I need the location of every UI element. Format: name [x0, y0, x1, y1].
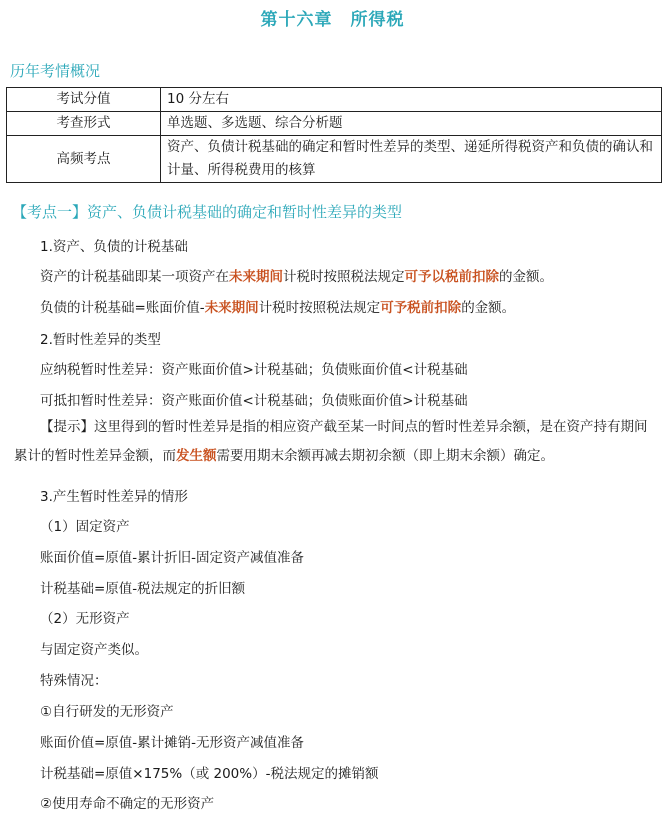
- highlight-text: 未来期间: [204, 300, 259, 316]
- section-heading: 历年考情概况: [10, 62, 101, 80]
- self-developed-intangible: ①自行研发的无形资产: [40, 704, 174, 720]
- highlight-text: 可予以税前扣除: [404, 269, 499, 285]
- text-segment: 资产的计税基础即某一项资产在: [40, 269, 229, 285]
- table-row: [7, 88, 662, 112]
- liability-tax-base-definition: [40, 296, 665, 316]
- taxable-difference-text: 应纳税暂时性差异：资产账面价值>计税基础；负债账面价值<计税基础: [40, 362, 468, 378]
- table-value-cell: 10 分左右: [161, 88, 662, 112]
- text-segment: 【提示】这里得到的暂时性差异是指的相应资产截至某一时间点的暂时性差异余额，是在资产持有期间累计的暂时性差异金额，而: [14, 419, 648, 464]
- text-segment: 计税时按照税法规定: [283, 269, 405, 285]
- table-value-cell: 单选题、多选题、综合分析题: [161, 112, 662, 136]
- table-row: [7, 112, 662, 136]
- highlight-text: 发生额: [176, 448, 217, 464]
- item-fixed-assets: （1）固定资产: [40, 519, 130, 535]
- subheading-causes: 3.产生暂时性差异的情形: [40, 489, 188, 505]
- table-row: [7, 136, 662, 183]
- chapter-title: 第十六章 所得税: [260, 10, 405, 30]
- intangible-similar-text: 与固定资产类似。: [40, 642, 148, 658]
- table-key-cell: 高频考点: [7, 136, 161, 183]
- special-case-label: 特殊情况：: [40, 673, 108, 689]
- text-segment: 计税时按照税法规定: [258, 300, 381, 316]
- subheading-tax-base: 1.资产、负债的计税基础: [40, 239, 188, 255]
- text-segment: 的金额。: [499, 269, 553, 285]
- text-segment: 需要用期末余额再减去期初余额（即上期末余额）确定。: [216, 448, 554, 464]
- text-segment: 的金额。: [461, 300, 516, 316]
- tip-paragraph: [14, 413, 660, 471]
- intangible-book-value: 账面价值=原值-累计摊销-无形资产减值准备: [40, 735, 305, 751]
- table-key-cell: 考查形式: [7, 112, 161, 136]
- text-segment: 负债的计税基础=账面价值-: [40, 300, 205, 316]
- deductible-difference-text: 可抵扣暂时性差异：资产账面价值<计税基础；负债账面价值>计税基础: [40, 393, 468, 409]
- highlight-text: 未来期间: [229, 269, 283, 285]
- fixed-asset-tax-base: 计税基础=原值-税法规定的折旧额: [40, 581, 246, 597]
- intangible-tax-base: 计税基础=原值×175%（或 200%）-税法规定的摊销额: [40, 766, 379, 782]
- highlight-text: 可予税前扣除: [380, 300, 462, 316]
- table-value-cell: 资产、负债计税基础的确定和暂时性差异的类型、递延所得税资产和负债的确认和计量、所得税费用的核算: [161, 136, 662, 183]
- fixed-asset-book-value: 账面价值=原值-累计折旧-固定资产减值准备: [40, 550, 305, 566]
- asset-tax-base-definition: [40, 265, 665, 285]
- exam-overview-table: [6, 87, 662, 183]
- subheading-difference-types: 2.暂时性差异的类型: [40, 332, 161, 348]
- item-intangible-assets: （2）无形资产: [40, 611, 130, 627]
- table-key-cell: 考试分值: [7, 88, 161, 112]
- key-point-heading: 【考点一】资产、负债计税基础的确定和暂时性差异的类型: [12, 203, 403, 221]
- indefinite-life-intangible: ②使用寿命不确定的无形资产: [40, 796, 215, 812]
